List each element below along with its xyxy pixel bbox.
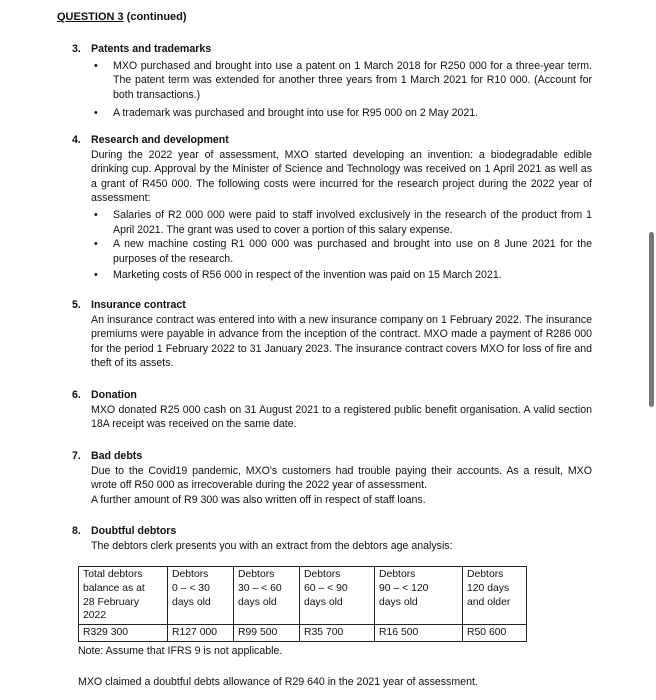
section-text: MXO donated R25 000 cash on 31 August 2021 to a registered public benefit organisation. A valid section 18A receipt was received on the same date.: [91, 403, 592, 431]
debtors-age-table: [78, 566, 527, 642]
section-doubtful-debtors: [72, 524, 592, 553]
bullet-item: • Marketing costs of R56 000 in respect of the invention was paid on 15 March 2021.: [91, 268, 592, 283]
bullet-item: • Salaries of R2 000 000 were paid to staff involved exclusively in the research of the product from 1 April 2021. The grant was used to cover a portion of this salary expense.: [91, 208, 592, 237]
table-header-cell: Total debtors balance as at 28 February 2022: [79, 567, 168, 625]
section-number: 4.: [72, 134, 81, 146]
table-cell: R35 700: [300, 625, 375, 642]
table-cell: R16 500: [375, 625, 463, 642]
section-donation: [72, 388, 592, 432]
closing-statement: MXO claimed a doubtful debts allowance of R29 640 in the 2021 year of assessment.: [78, 676, 478, 688]
section-number: 3.: [72, 43, 81, 55]
table-cell: R50 600: [463, 625, 527, 642]
section-text: The debtors clerk presents you with an extract from the debtors age analysis:: [91, 539, 453, 552]
section-number: 5.: [72, 299, 81, 311]
table-header-row: [79, 567, 527, 625]
section-title-text: Bad debts: [91, 450, 143, 462]
section-title-text: Doubtful debtors: [91, 525, 177, 537]
section-patents: [72, 42, 592, 121]
table-header-cell: Debtors 0 – < 30 days old: [168, 567, 234, 625]
heading-question-label: QUESTION 3: [57, 11, 124, 23]
table-cell: R99 500: [234, 625, 300, 642]
bullet-list: [91, 59, 592, 121]
scrollbar-thumb[interactable]: [649, 232, 654, 407]
section-insurance: [72, 298, 592, 371]
section-title: [72, 449, 592, 464]
table-note: Note: Assume that IFRS 9 is not applicable.: [78, 645, 283, 657]
bullet-item: • A trademark was purchased and brought into use for R95 000 on 2 May 2021.: [91, 106, 592, 121]
section-number: 7.: [72, 450, 81, 462]
section-text: Due to the Covid19 pandemic, MXO's customers had trouble paying their accounts. As a result, MXO wrote off R50 000 as irrecoverable during the 2022 year of assessment. A further amount of R9 300 was also written off in respect of staff loans.: [91, 464, 592, 506]
bullet-item: • MXO purchased and brought into use a patent on 1 March 2018 for R250 000 for a three-year term. The patent term was extended for another three years from 1 March 2021 for R10 000. (Account for both transactions.): [91, 59, 592, 103]
section-text: An insurance contract was entered into with a new insurance company on 1 February 2022. The insurance premiums were payable in advance from the inception of the contract. MXO made a payment of R286 000 for the period 1 February 2022 to 31 January 2023. The insurance contract covers MXO for loss of fire and theft of its assets.: [91, 313, 592, 370]
section-title: [72, 524, 592, 539]
table-header-cell: Debtors 30 – < 60 days old: [234, 567, 300, 625]
section-research: [72, 133, 592, 283]
section-title-text: Donation: [91, 389, 137, 401]
page-heading: [57, 10, 187, 25]
section-title-text: Patents and trademarks: [91, 43, 212, 55]
bullet-item: • A new machine costing R1 000 000 was purchased and brought into use on 8 June 2021 for the purposes of the research.: [91, 237, 592, 266]
table-header-cell: Debtors 60 – < 90 days old: [300, 567, 375, 625]
table-header-cell: Debtors 120 days and older: [463, 567, 527, 625]
section-title: [72, 42, 592, 57]
section-title-text: Insurance contract: [91, 299, 186, 311]
heading-continued: (continued): [123, 11, 187, 23]
section-title: [72, 298, 592, 313]
section-title: [72, 388, 592, 403]
section-text: During the 2022 year of assessment, MXO started developing an invention: a biodegradable edible drinking cup. Approval by the Minister of Science and Technology was received on 1 April 2021 as well as a grant of R450 000. The following costs were incurred for the research project during the 2022 year of assessment:: [91, 148, 592, 205]
bullet-list: [91, 208, 592, 283]
section-title: [72, 133, 592, 148]
section-number: 6.: [72, 389, 81, 401]
table-row: [79, 625, 527, 642]
table-cell: R329 300: [79, 625, 168, 642]
table-header-cell: Debtors 90 – < 120 days old: [375, 567, 463, 625]
table-cell: R127 000: [168, 625, 234, 642]
section-title-text: Research and development: [91, 134, 229, 146]
section-bad-debts: [72, 449, 592, 507]
section-number: 8.: [72, 525, 81, 537]
